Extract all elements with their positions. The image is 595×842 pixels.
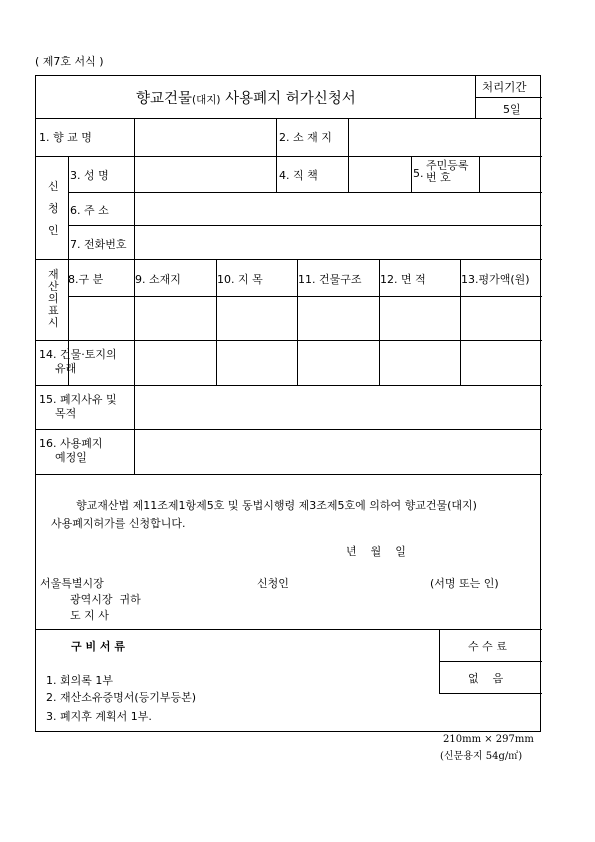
label-origin: 14. 건물·토지의 유래 xyxy=(39,348,117,375)
processing-label: 처리기간 xyxy=(482,80,527,94)
fee-divider xyxy=(439,661,542,662)
title-paren: (대지) xyxy=(192,94,221,106)
resident-line-2: 번 호 xyxy=(426,171,451,184)
fee-bottom xyxy=(439,693,542,694)
label-area: 12. 면 적 xyxy=(380,273,426,286)
row-line-1 xyxy=(36,118,542,119)
row-line-10 xyxy=(36,474,542,475)
row-line-8 xyxy=(36,385,542,386)
paper-size: 210mm × 297mm xyxy=(443,734,534,745)
row-line-4 xyxy=(68,225,542,226)
statement-line-2: 사용폐지허가를 신청합니다. xyxy=(51,517,186,530)
form-title xyxy=(136,87,356,108)
paper-type: (신문용지 54g/㎡) xyxy=(440,751,523,762)
v-addr-phone xyxy=(134,192,135,259)
label-category: 8.구 분 xyxy=(68,273,104,286)
label-school-name: 1. 향 교 명 xyxy=(39,131,92,144)
signature-label: (서명 또는 인) xyxy=(430,577,499,590)
statement-date: 년 월 일 xyxy=(346,545,406,558)
property-group-char-1: 재 xyxy=(48,268,59,281)
resident-line-1: 주민등록 xyxy=(426,159,469,172)
label-closure-date: 16. 사용폐지 예정일 xyxy=(39,437,103,464)
label-land-category: 10. 지 목 xyxy=(217,273,263,286)
document-item-3: 3. 폐지후 계획서 1부. xyxy=(46,710,152,723)
title-main: 향교건물 xyxy=(136,91,193,107)
v-row1-a xyxy=(134,118,135,156)
row-line-11 xyxy=(36,629,542,630)
applicant-label: 신청인 xyxy=(257,577,289,590)
property-group-char-4: 표 xyxy=(48,304,59,317)
v-row2-e xyxy=(479,156,480,192)
fee-label: 수 수 료 xyxy=(468,640,507,653)
document-item-1: 1. 회의록 1부 xyxy=(46,674,113,687)
applicant-group-char-3: 인 xyxy=(48,224,59,237)
label-name: 3. 성 명 xyxy=(70,169,109,182)
label-address: 6. 주 소 xyxy=(70,204,109,217)
row-line-7 xyxy=(36,340,542,341)
v-row2-d xyxy=(411,156,412,192)
fee-value: 없 음 xyxy=(468,672,504,685)
processing-value: 5일 xyxy=(503,103,521,116)
label-position: 4. 직 책 xyxy=(279,169,318,182)
applicant-group-char-2: 청 xyxy=(48,202,59,215)
label-resident-prefix: 5. xyxy=(413,167,424,180)
row-line-3 xyxy=(68,192,542,193)
row-line-5 xyxy=(36,259,542,260)
label-resident-number xyxy=(426,160,469,184)
property-group-char-2: 산 xyxy=(48,280,59,293)
label-prop-location: 9. 소재지 xyxy=(135,273,181,286)
v-row2-a xyxy=(134,156,135,192)
label-structure: 11. 건물구조 xyxy=(298,273,362,286)
v-row2-c xyxy=(348,156,349,192)
statement-line-1: 향교재산법 제11조제1항제5호 및 동법시행령 제3조제5호에 의하여 향교건물(대지) xyxy=(76,499,477,512)
v-row1-c xyxy=(348,118,349,156)
label-reason: 15. 폐지사유 및 목적 xyxy=(39,393,117,420)
recipient-3: 도 지 사 xyxy=(70,609,109,622)
form-number: ( 제7호 서식 ) xyxy=(35,55,104,68)
document-item-2: 2. 재산소유증명서(등기부등본) xyxy=(46,691,197,704)
applicant-group-char-1: 신 xyxy=(48,180,59,193)
row-line-6 xyxy=(68,296,542,297)
row-line-2 xyxy=(36,156,542,157)
row-line-9 xyxy=(36,429,542,430)
processing-separator xyxy=(475,76,476,118)
documents-heading: 구 비 서 류 xyxy=(71,640,125,653)
v-row1-b xyxy=(276,118,277,156)
property-group-char-3: 의 xyxy=(48,292,59,305)
label-value: 13.평가액(원) xyxy=(461,273,530,286)
title-rest: 사용폐지 허가신청서 xyxy=(220,91,356,107)
label-location: 2. 소 재 지 xyxy=(279,131,332,144)
v-desc xyxy=(134,340,135,474)
processing-divider xyxy=(475,97,542,98)
label-phone: 7. 전화번호 xyxy=(70,238,127,251)
recipient-1: 서울특별시장 xyxy=(40,577,104,590)
application-form xyxy=(35,75,541,732)
recipient-2: 광역시장 귀하 xyxy=(70,593,141,606)
v-row2-b xyxy=(276,156,277,192)
property-group-char-5: 시 xyxy=(48,316,59,329)
v-fee xyxy=(439,629,440,693)
